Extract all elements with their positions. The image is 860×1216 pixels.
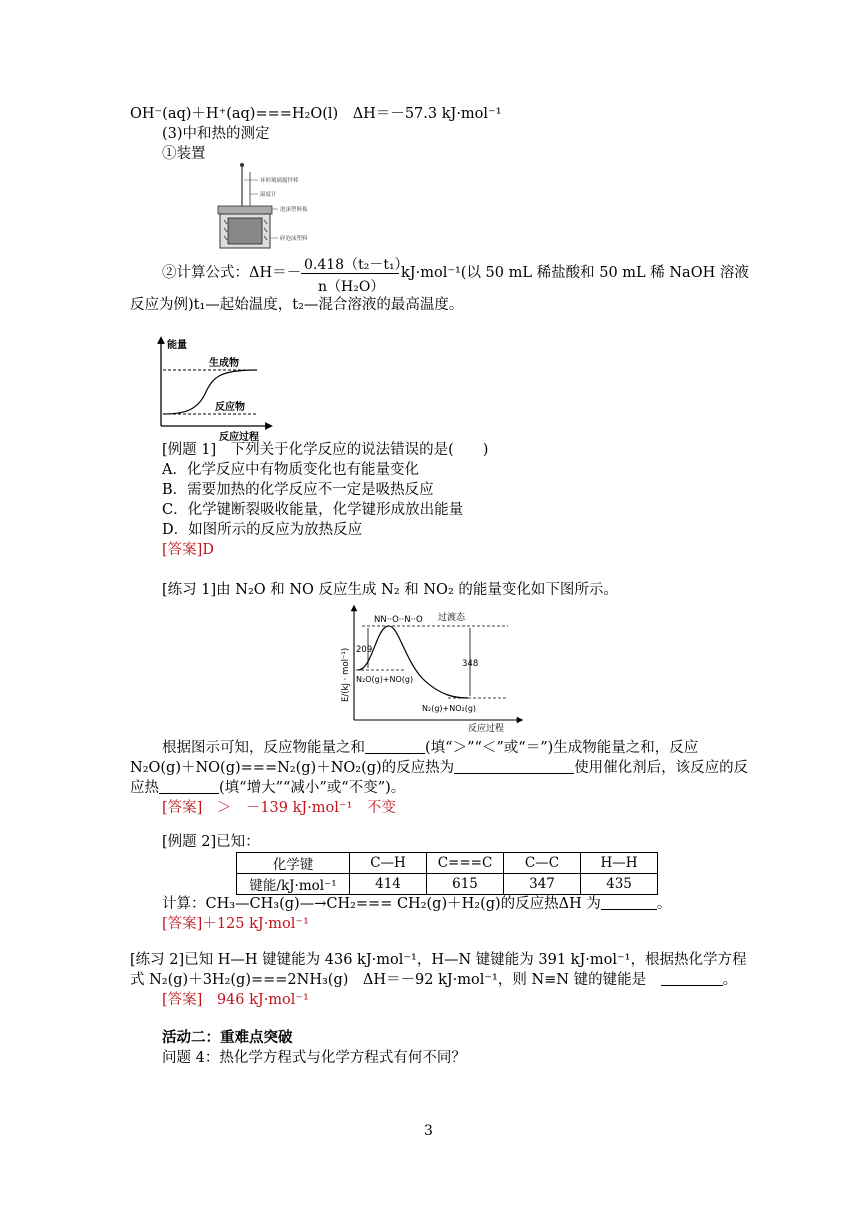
bond-energy-table: [236, 852, 658, 895]
example1-option-a: A．化学反应中有物质变化也有能量变化: [162, 462, 419, 478]
calorimeter-apparatus-figure: [214, 162, 334, 252]
label-thermometer: 温度计: [260, 192, 277, 198]
ts-curve: [358, 626, 468, 698]
energy-y-label: 能量: [167, 340, 187, 351]
example1-answer: [答案]D: [162, 542, 214, 558]
energy-x-label: 反应过程: [219, 432, 259, 442]
example1-question: [例题 1] 下列关于化学反应的说法错误的是( ): [162, 442, 489, 458]
practice1-intro: [练习 1]由 N₂O 和 NO 反应生成 N₂ 和 NO₂ 的能量变化如下图所示。: [162, 582, 618, 598]
example2-intro: [例题 2]已知：: [162, 834, 260, 850]
practice1-q-line3: 应热 (填“增大”“减小”或“不变”)。: [130, 780, 406, 796]
section-3-heading: (3)中和热的测定: [162, 126, 270, 142]
apparatus-heading: ①装置: [162, 146, 206, 162]
formula-suffix: kJ·mol⁻¹(以 50 mL 稀盐酸和 50 mL 稀 NaOH 溶液: [401, 265, 749, 281]
label-stirrer: 环形玻璃搅拌棒: [260, 178, 299, 184]
example1-option-d: D．如图所示的反应为放热反应: [162, 522, 363, 538]
example1-option-b: B．需要加热的化学反应不一定是吸热反应: [162, 482, 434, 498]
blank-4[interactable]: [601, 895, 657, 910]
activity2-title: 活动二：重难点突破: [162, 1029, 293, 1046]
formula-line2: 反应为例)t₁—起始温度，t₂—混合溶液的最高温度。: [130, 297, 464, 313]
practice2-answer: [答案] 946 kJ·mol⁻¹: [162, 992, 309, 1008]
page-number: 3: [424, 1123, 433, 1139]
practice2-line2: 式 N₂(g)＋3H₂(g)===2NH₃(g) ΔH＝－92 kJ·mol⁻¹，则 N≡N 键的键能是 。: [130, 972, 738, 988]
blank-3[interactable]: [159, 779, 219, 794]
formula-numerator: 0.418（t₂－t₁）: [304, 257, 409, 273]
ts-reactants: N₂O(g)+NO(g): [356, 675, 414, 684]
ts-label: 过渡态: [438, 613, 466, 623]
example2-answer: [答案]＋125 kJ·mol⁻¹: [162, 916, 309, 932]
ts-products: N₂(g)+NO₂(g): [422, 704, 477, 713]
blank-1[interactable]: [365, 739, 425, 754]
neutralization-equation: OH⁻(aq)＋H⁺(aq)===H₂O(l) ΔH＝－57.3 kJ·mol⁻¹: [130, 106, 502, 122]
ts-value-209: 209: [356, 645, 373, 655]
energy-diagram: [145, 336, 275, 442]
formula-denominator: n（H₂O）: [318, 279, 385, 295]
practice1-q-line1: 根据图示可知，反应物能量之和 (填“＞”“＜”或“＝”)生成物能量之和，反应: [162, 740, 699, 756]
energy-bottom-label: 反应物: [215, 402, 245, 413]
practice1-q-line2: N₂O(g)＋NO(g)===N₂(g)＋NO₂(g)的反应热为 使用催化剂后，该反应的反: [130, 760, 749, 776]
label-foam-pieces: 碎泡沫塑料: [280, 236, 308, 242]
ts-structure: NN··O··N··O: [374, 615, 423, 625]
fraction-bar: [301, 273, 399, 274]
blank-2[interactable]: [454, 759, 574, 774]
ts-value-348: 348: [462, 659, 479, 669]
table-row: 键能/kJ·mol⁻¹ 414 615 347 435: [237, 874, 658, 895]
formula-prefix: ②计算公式：ΔH＝－: [162, 265, 302, 281]
blank-5[interactable]: [661, 971, 723, 986]
label-foam-board: 泡沫塑料板: [280, 207, 308, 213]
ts-y-label: E/(kJ · mol⁻¹): [341, 647, 351, 702]
table-header-row: 化学键 C—H C===C C—C H—H: [237, 853, 658, 874]
example1-option-c: C．化学键断裂吸收能量，化学键形成放出能量: [162, 502, 464, 518]
ts-x-label: 反应过程: [468, 724, 505, 732]
example2-calc: 计算：CH₃—CH₃(g)—→CH₂=== CH₂(g)＋H₂(g)的反应热ΔH 为 。: [162, 896, 672, 912]
practice2-line1: [练习 2]已知 H—H 键键能为 436 kJ·mol⁻¹，H—N 键键能为 391 kJ·mol⁻¹，根据热化学方程: [130, 952, 747, 968]
practice1-answer: [答案] ＞ －139 kJ·mol⁻¹ 不变: [162, 800, 396, 816]
transition-state-diagram: [336, 598, 536, 732]
question-4: 问题 4：热化学方程式与化学方程式有何不同？: [162, 1050, 466, 1066]
energy-top-label: 生成物: [209, 358, 239, 369]
